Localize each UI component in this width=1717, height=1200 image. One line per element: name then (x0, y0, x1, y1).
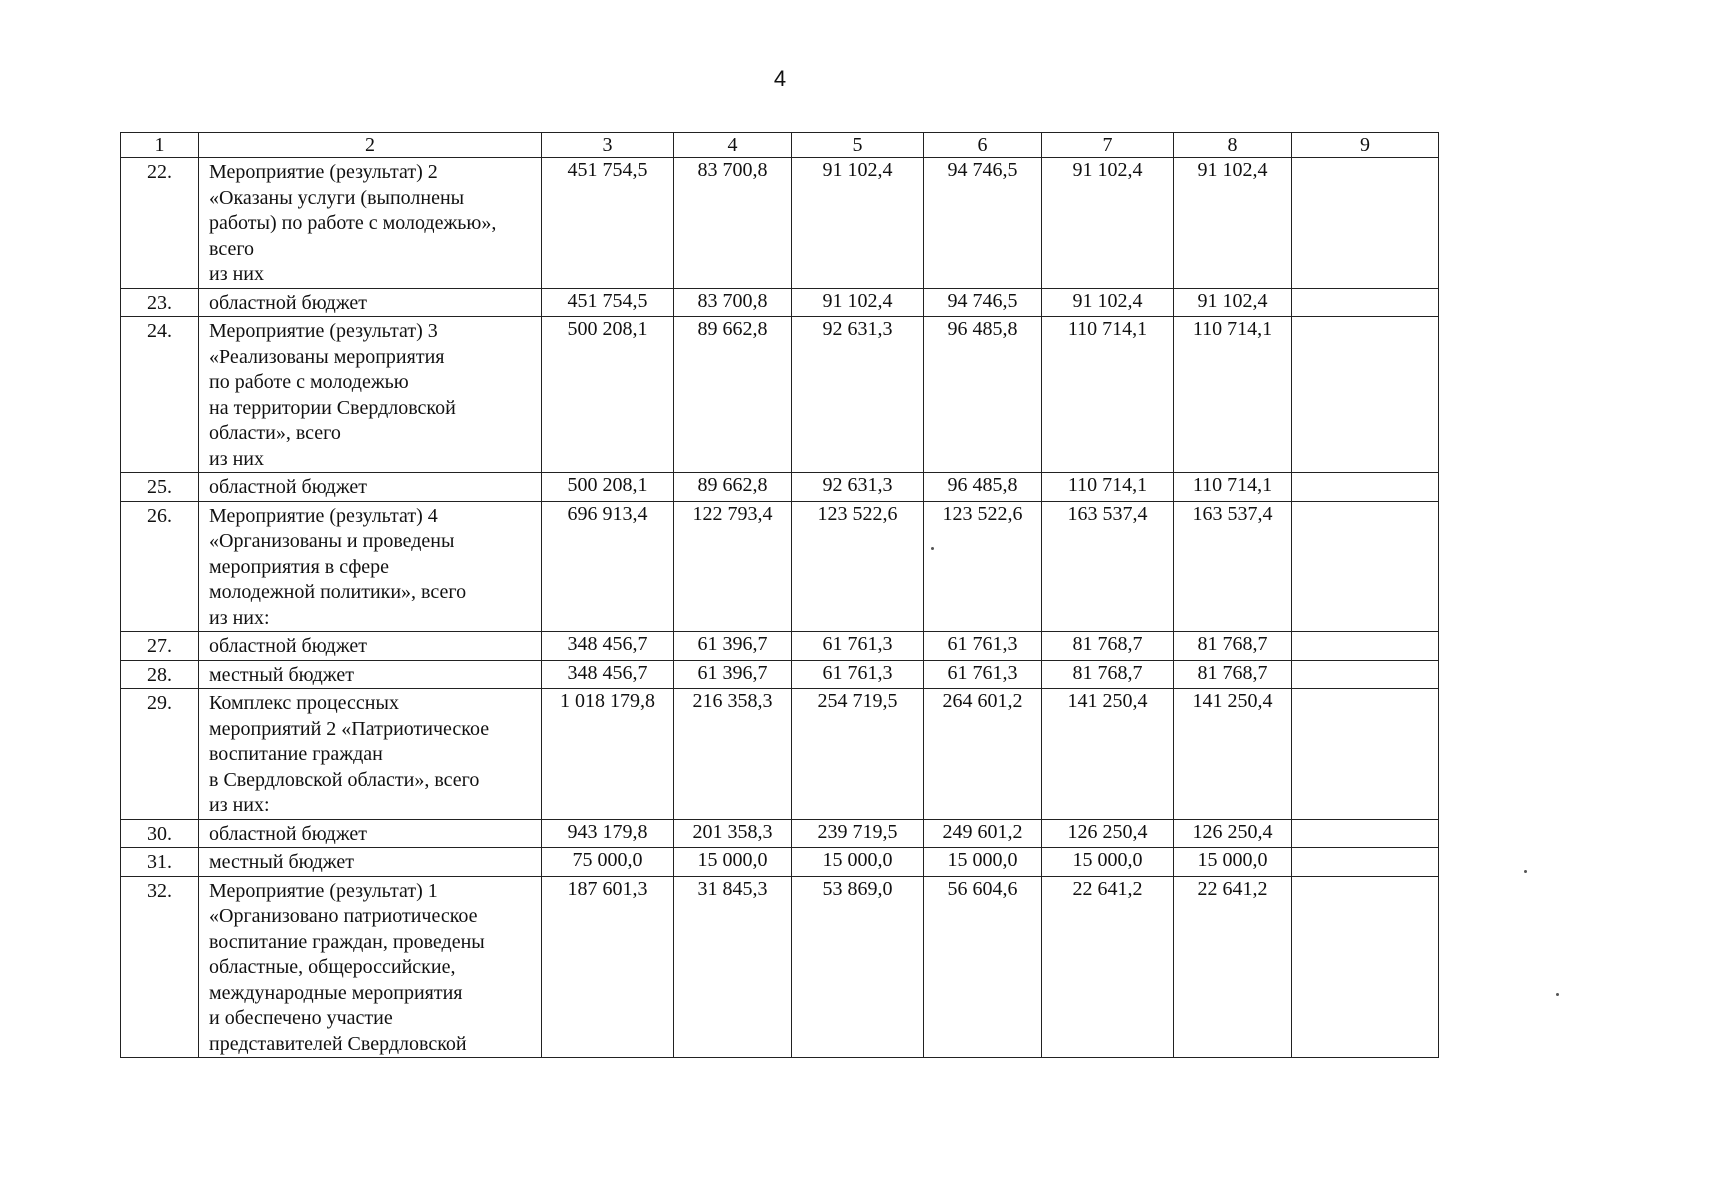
value-cell (1292, 158, 1439, 289)
row-number: 32. (121, 876, 199, 1058)
row-description: областной бюджет (199, 819, 542, 848)
table-row (121, 158, 1439, 289)
value-cell: 110 714,1 (1174, 473, 1292, 502)
value-cell: 201 358,3 (674, 819, 792, 848)
row-description: областной бюджет (199, 288, 542, 317)
value-cell: 264 601,2 (924, 689, 1042, 820)
value-cell: 92 631,3 (792, 473, 924, 502)
value-cell (1292, 632, 1439, 661)
table-row (121, 660, 1439, 689)
table-row (121, 848, 1439, 877)
value-cell: 15 000,0 (674, 848, 792, 877)
value-cell: 94 746,5 (924, 158, 1042, 289)
value-cell: 110 714,1 (1174, 317, 1292, 473)
row-description: Мероприятие (результат) 1 «Организовано патриотическое воспитание граждан, проведены областные, общероссийские, международные мероприятия и обеспечено участие представителей Свердловской (199, 876, 542, 1058)
value-cell (1292, 501, 1439, 632)
row-number: 22. (121, 158, 199, 289)
value-cell: 123 522,6 (792, 501, 924, 632)
value-cell: 61 761,3 (792, 660, 924, 689)
table-row (121, 876, 1439, 1058)
value-cell: 91 102,4 (1042, 288, 1174, 317)
value-cell: 239 719,5 (792, 819, 924, 848)
row-number: 24. (121, 317, 199, 473)
value-cell: 31 845,3 (674, 876, 792, 1058)
value-cell: 110 714,1 (1042, 317, 1174, 473)
scan-speck (1556, 993, 1559, 996)
table-row (121, 689, 1439, 820)
value-cell: 163 537,4 (1042, 501, 1174, 632)
value-cell: 696 913,4 (542, 501, 674, 632)
value-cell: 91 102,4 (792, 288, 924, 317)
value-cell (1292, 473, 1439, 502)
value-cell: 110 714,1 (1042, 473, 1174, 502)
value-cell: 451 754,5 (542, 288, 674, 317)
row-number: 28. (121, 660, 199, 689)
value-cell: 15 000,0 (924, 848, 1042, 877)
value-cell: 81 768,7 (1042, 660, 1174, 689)
value-cell: 500 208,1 (542, 317, 674, 473)
value-cell: 75 000,0 (542, 848, 674, 877)
value-cell: 96 485,8 (924, 317, 1042, 473)
header-cell: 1 (121, 133, 199, 158)
header-cell: 9 (1292, 133, 1439, 158)
table-row (121, 473, 1439, 502)
table-row (121, 317, 1439, 473)
value-cell: 81 768,7 (1174, 632, 1292, 661)
row-description: Мероприятие (результат) 2 «Оказаны услуги (выполнены работы) по работе с молодежью», всего из них (199, 158, 542, 289)
row-number: 31. (121, 848, 199, 877)
value-cell: 1 018 179,8 (542, 689, 674, 820)
value-cell: 216 358,3 (674, 689, 792, 820)
value-cell: 81 768,7 (1042, 632, 1174, 661)
value-cell: 61 761,3 (792, 632, 924, 661)
value-cell (1292, 819, 1439, 848)
value-cell: 15 000,0 (792, 848, 924, 877)
header-cell: 3 (542, 133, 674, 158)
value-cell: 83 700,8 (674, 288, 792, 317)
value-cell: 56 604,6 (924, 876, 1042, 1058)
row-number: 29. (121, 689, 199, 820)
value-cell: 91 102,4 (1174, 158, 1292, 289)
value-cell: 61 396,7 (674, 632, 792, 661)
row-description: Комплекс процессных мероприятий 2 «Патриотическое воспитание граждан в Свердловской области», всего из них: (199, 689, 542, 820)
row-number: 26. (121, 501, 199, 632)
value-cell: 126 250,4 (1174, 819, 1292, 848)
value-cell: 22 641,2 (1174, 876, 1292, 1058)
value-cell: 89 662,8 (674, 317, 792, 473)
value-cell: 22 641,2 (1042, 876, 1174, 1058)
budget-table (120, 132, 1439, 1058)
value-cell: 83 700,8 (674, 158, 792, 289)
value-cell: 89 662,8 (674, 473, 792, 502)
table-row (121, 819, 1439, 848)
value-cell: 943 179,8 (542, 819, 674, 848)
row-description: местный бюджет (199, 660, 542, 689)
value-cell: 61 761,3 (924, 632, 1042, 661)
value-cell: 141 250,4 (1042, 689, 1174, 820)
value-cell: 81 768,7 (1174, 660, 1292, 689)
header-cell: 5 (792, 133, 924, 158)
header-cell: 2 (199, 133, 542, 158)
value-cell: 91 102,4 (1174, 288, 1292, 317)
value-cell: 126 250,4 (1042, 819, 1174, 848)
value-cell: 141 250,4 (1174, 689, 1292, 820)
value-cell: 91 102,4 (792, 158, 924, 289)
row-description: местный бюджет (199, 848, 542, 877)
row-number: 27. (121, 632, 199, 661)
value-cell: 348 456,7 (542, 632, 674, 661)
table-row (121, 288, 1439, 317)
value-cell: 123 522,6 (924, 501, 1042, 632)
value-cell: 254 719,5 (792, 689, 924, 820)
value-cell: 53 869,0 (792, 876, 924, 1058)
value-cell: 163 537,4 (1174, 501, 1292, 632)
value-cell: 91 102,4 (1042, 158, 1174, 289)
value-cell: 500 208,1 (542, 473, 674, 502)
value-cell: 61 396,7 (674, 660, 792, 689)
row-number: 25. (121, 473, 199, 502)
page-number: 4 (773, 66, 787, 91)
value-cell: 15 000,0 (1042, 848, 1174, 877)
row-description: областной бюджет (199, 632, 542, 661)
header-cell: 4 (674, 133, 792, 158)
value-cell: 122 793,4 (674, 501, 792, 632)
value-cell (1292, 689, 1439, 820)
row-number: 23. (121, 288, 199, 317)
value-cell (1292, 317, 1439, 473)
row-description: Мероприятие (результат) 3 «Реализованы мероприятия по работе с молодежью на территории Свердловской области», всего из них (199, 317, 542, 473)
table-row (121, 501, 1439, 632)
table-header-row (121, 133, 1439, 158)
value-cell: 96 485,8 (924, 473, 1042, 502)
value-cell: 348 456,7 (542, 660, 674, 689)
row-description: областной бюджет (199, 473, 542, 502)
value-cell: 451 754,5 (542, 158, 674, 289)
value-cell (1292, 876, 1439, 1058)
header-cell: 7 (1042, 133, 1174, 158)
header-cell: 6 (924, 133, 1042, 158)
value-cell: 94 746,5 (924, 288, 1042, 317)
value-cell: 92 631,3 (792, 317, 924, 473)
value-cell: 61 761,3 (924, 660, 1042, 689)
header-cell: 8 (1174, 133, 1292, 158)
table-row (121, 632, 1439, 661)
row-description: Мероприятие (результат) 4 «Организованы и проведены мероприятия в сфере молодежной политики», всего из них: (199, 501, 542, 632)
value-cell: 187 601,3 (542, 876, 674, 1058)
value-cell: 15 000,0 (1174, 848, 1292, 877)
value-cell: 249 601,2 (924, 819, 1042, 848)
value-cell (1292, 288, 1439, 317)
value-cell (1292, 660, 1439, 689)
scan-speck (931, 547, 934, 550)
value-cell (1292, 848, 1439, 877)
row-number: 30. (121, 819, 199, 848)
scan-speck (1524, 870, 1527, 873)
